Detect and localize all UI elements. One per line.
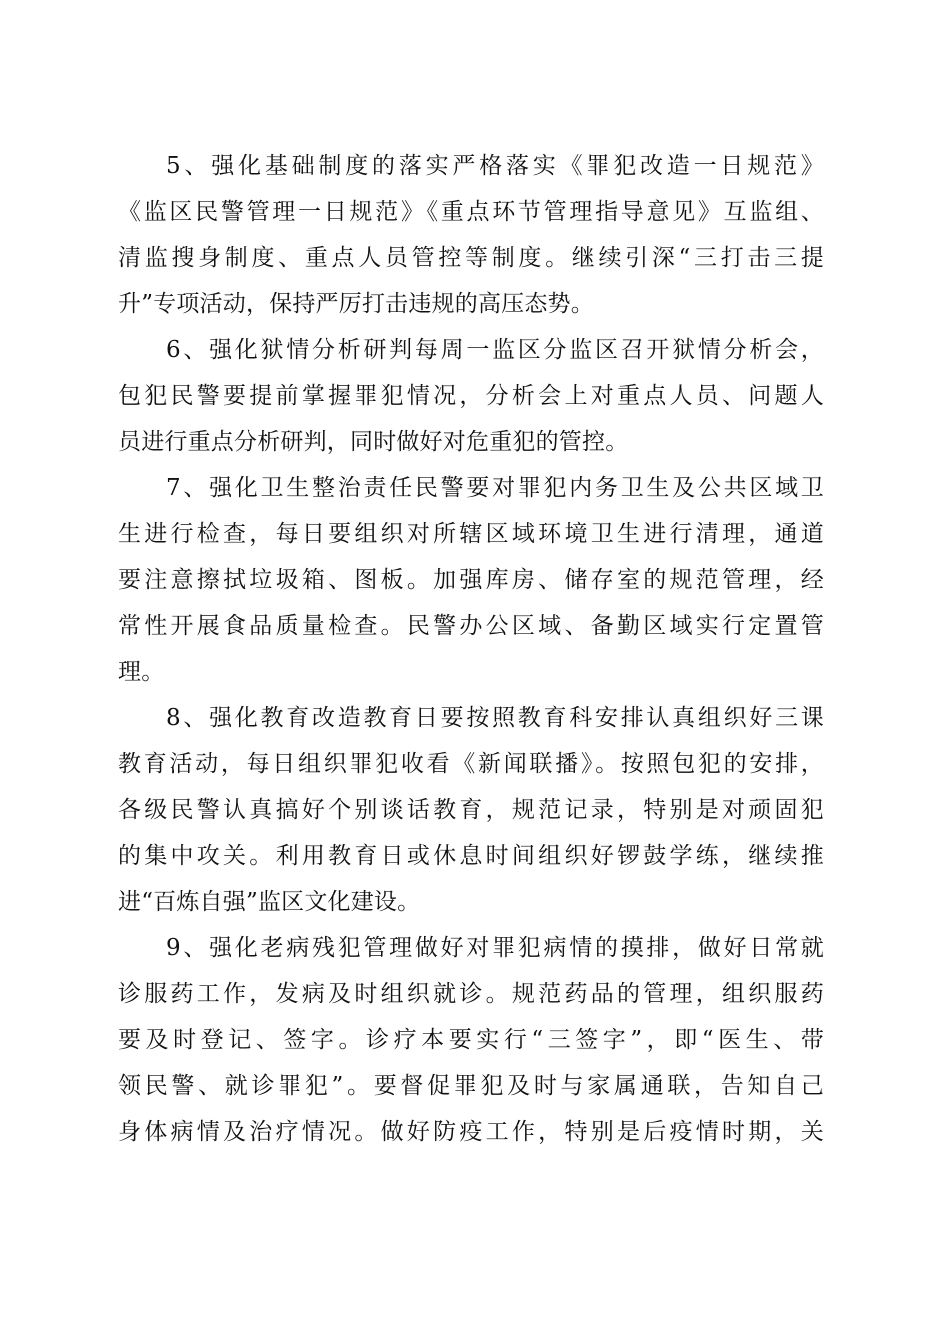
paragraph-6 (118, 327, 824, 465)
text-line: 《监区民警管理一日规范》《重点环节管理指导意见》互监组、 (118, 199, 824, 225)
text-line: 清监搜身制度、重点人员管控等制度。继续引深“三打击三提 (118, 245, 824, 271)
document-body (118, 143, 824, 1155)
text-line: 领民警、就诊罪犯”。要督促罪犯及时与家属通联，告知自己 (118, 1073, 824, 1099)
paragraph-5 (118, 143, 824, 327)
text-line: 的集中攻关。利用教育日或休息时间组织好锣鼓学练，继续推 (118, 843, 824, 869)
text-line: 7、强化卫生整治责任民警要对罪犯内务卫生及公共区域卫 (166, 475, 824, 501)
paragraph-8 (118, 695, 824, 925)
text-line: 员进行重点分析研判，同时做好对危重犯的管控。 (118, 429, 629, 455)
text-line: 9、强化老病残犯管理做好对罪犯病情的摸排，做好日常就 (166, 935, 824, 961)
text-line: 要及时登记、签字。诊疗本要实行“三签字”，即“医生、带 (118, 1027, 824, 1053)
text-line: 教育活动，每日组织罪犯收看《新闻联播》。按照包犯的安排， (118, 751, 824, 777)
text-line: 各级民警认真搞好个别谈话教育，规范记录，特别是对顽固犯 (118, 797, 824, 823)
text-line: 8、强化教育改造教育日要按照教育科安排认真组织好三课 (166, 705, 824, 731)
text-line: 生进行检查，每日要组织对所辖区域环境卫生进行清理，通道 (118, 521, 824, 547)
text-line: 进“百炼自强”监区文化建设。 (118, 889, 421, 915)
text-line: 理。 (118, 659, 165, 685)
paragraph-9 (118, 925, 824, 1155)
text-line: 6、强化狱情分析研判每周一监区分监区召开狱情分析会， (166, 337, 824, 363)
text-line: 要注意擦拭垃圾箱、图板。加强库房、储存室的规范管理，经 (118, 567, 824, 593)
text-line: 常性开展食品质量检查。民警办公区域、备勤区域实行定置管 (118, 613, 824, 639)
text-line: 升”专项活动，保持严厉打击违规的高压态势。 (118, 291, 594, 317)
text-line: 包犯民警要提前掌握罪犯情况，分析会上对重点人员、问题人 (118, 383, 824, 409)
text-line: 诊服药工作，发病及时组织就诊。规范药品的管理，组织服药 (118, 981, 824, 1007)
paragraph-7 (118, 465, 824, 695)
text-line: 身体病情及治疗情况。做好防疫工作，特别是后疫情时期，关 (118, 1119, 824, 1145)
text-line: 5、强化基础制度的落实严格落实《罪犯改造一日规范》 (166, 153, 824, 179)
